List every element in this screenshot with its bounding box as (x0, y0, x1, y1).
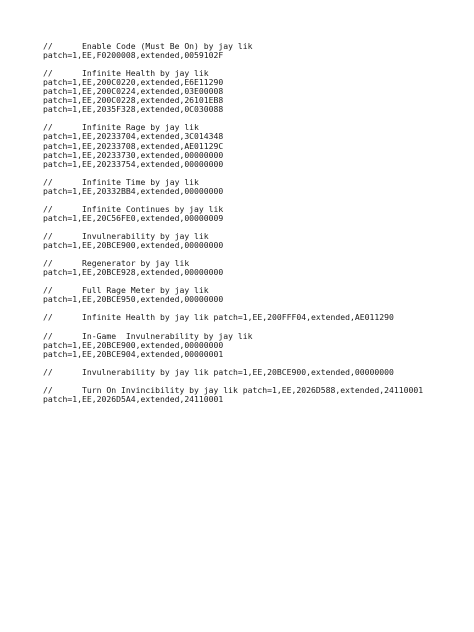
code-line: patch=1,EE,20233754,extended,00000000 (43, 158, 224, 169)
code-line: patch=1,EE,2035F328,extended,0C030088 (43, 104, 224, 115)
comment-line: // Turn On Invincibility by jay lik patch=1,EE,2026D588,extended,24110001 (43, 384, 424, 395)
comment-line: // In-Game Invulnerability by jay lik (43, 330, 253, 341)
comment-line: // Full Rage Meter by jay lik (43, 285, 209, 296)
code-line: patch=1,EE,F0200008,extended,0059102F (43, 50, 224, 61)
code-line: patch=1,EE,20BCE900,extended,00000000 (43, 339, 224, 350)
code-line: patch=1,EE,200C0224,extended,03E00008 (43, 86, 224, 97)
code-line: patch=1,EE,20BCE900,extended,00000000 (43, 240, 224, 251)
comment-line: // Infinite Continues by jay lik (43, 203, 224, 214)
code-line: patch=1,EE,200C0220,extended,E6E11290 (43, 77, 224, 88)
comment-line: // Invulnerability by jay lik patch=1,EE,20BCE900,extended,00000000 (43, 366, 394, 377)
comment-line: // Regenerator by jay lik (43, 258, 190, 269)
code-line: patch=1,EE,20332BB4,extended,00000000 (43, 185, 224, 196)
code-line: patch=1,EE,20233708,extended,AE01129C (43, 140, 224, 151)
comment-line: // Infinite Rage by jay lik (43, 122, 199, 133)
code-line: patch=1,EE,20C56FE0,extended,00000009 (43, 212, 224, 223)
comment-line: // Infinite Health by jay lik (43, 68, 209, 79)
code-line: patch=1,EE,2026D5A4,extended,24110001 (43, 393, 224, 404)
comment-line: // Enable Code (Must Be On) by jay lik (43, 41, 253, 51)
document-body (43, 42, 466, 404)
comment-line: // Infinite Time by jay lik (43, 176, 199, 187)
code-line: patch=1,EE,20BCE950,extended,00000000 (43, 294, 224, 305)
code-line: patch=1,EE,20BCE928,extended,00000000 (43, 267, 224, 278)
code-line: patch=1,EE,20233730,extended,00000000 (43, 149, 224, 160)
comment-line: // Infinite Health by jay lik patch=1,EE,200FFF04,extended,AE011290 (43, 312, 394, 323)
code-line: patch=1,EE,200C0228,extended,26101EB8 (43, 95, 224, 106)
comment-line: // Invulnerability by jay lik (43, 230, 209, 241)
code-line: patch=1,EE,20233704,extended,3C014348 (43, 131, 224, 142)
code-line: patch=1,EE,20BCE904,extended,00000001 (43, 348, 224, 359)
